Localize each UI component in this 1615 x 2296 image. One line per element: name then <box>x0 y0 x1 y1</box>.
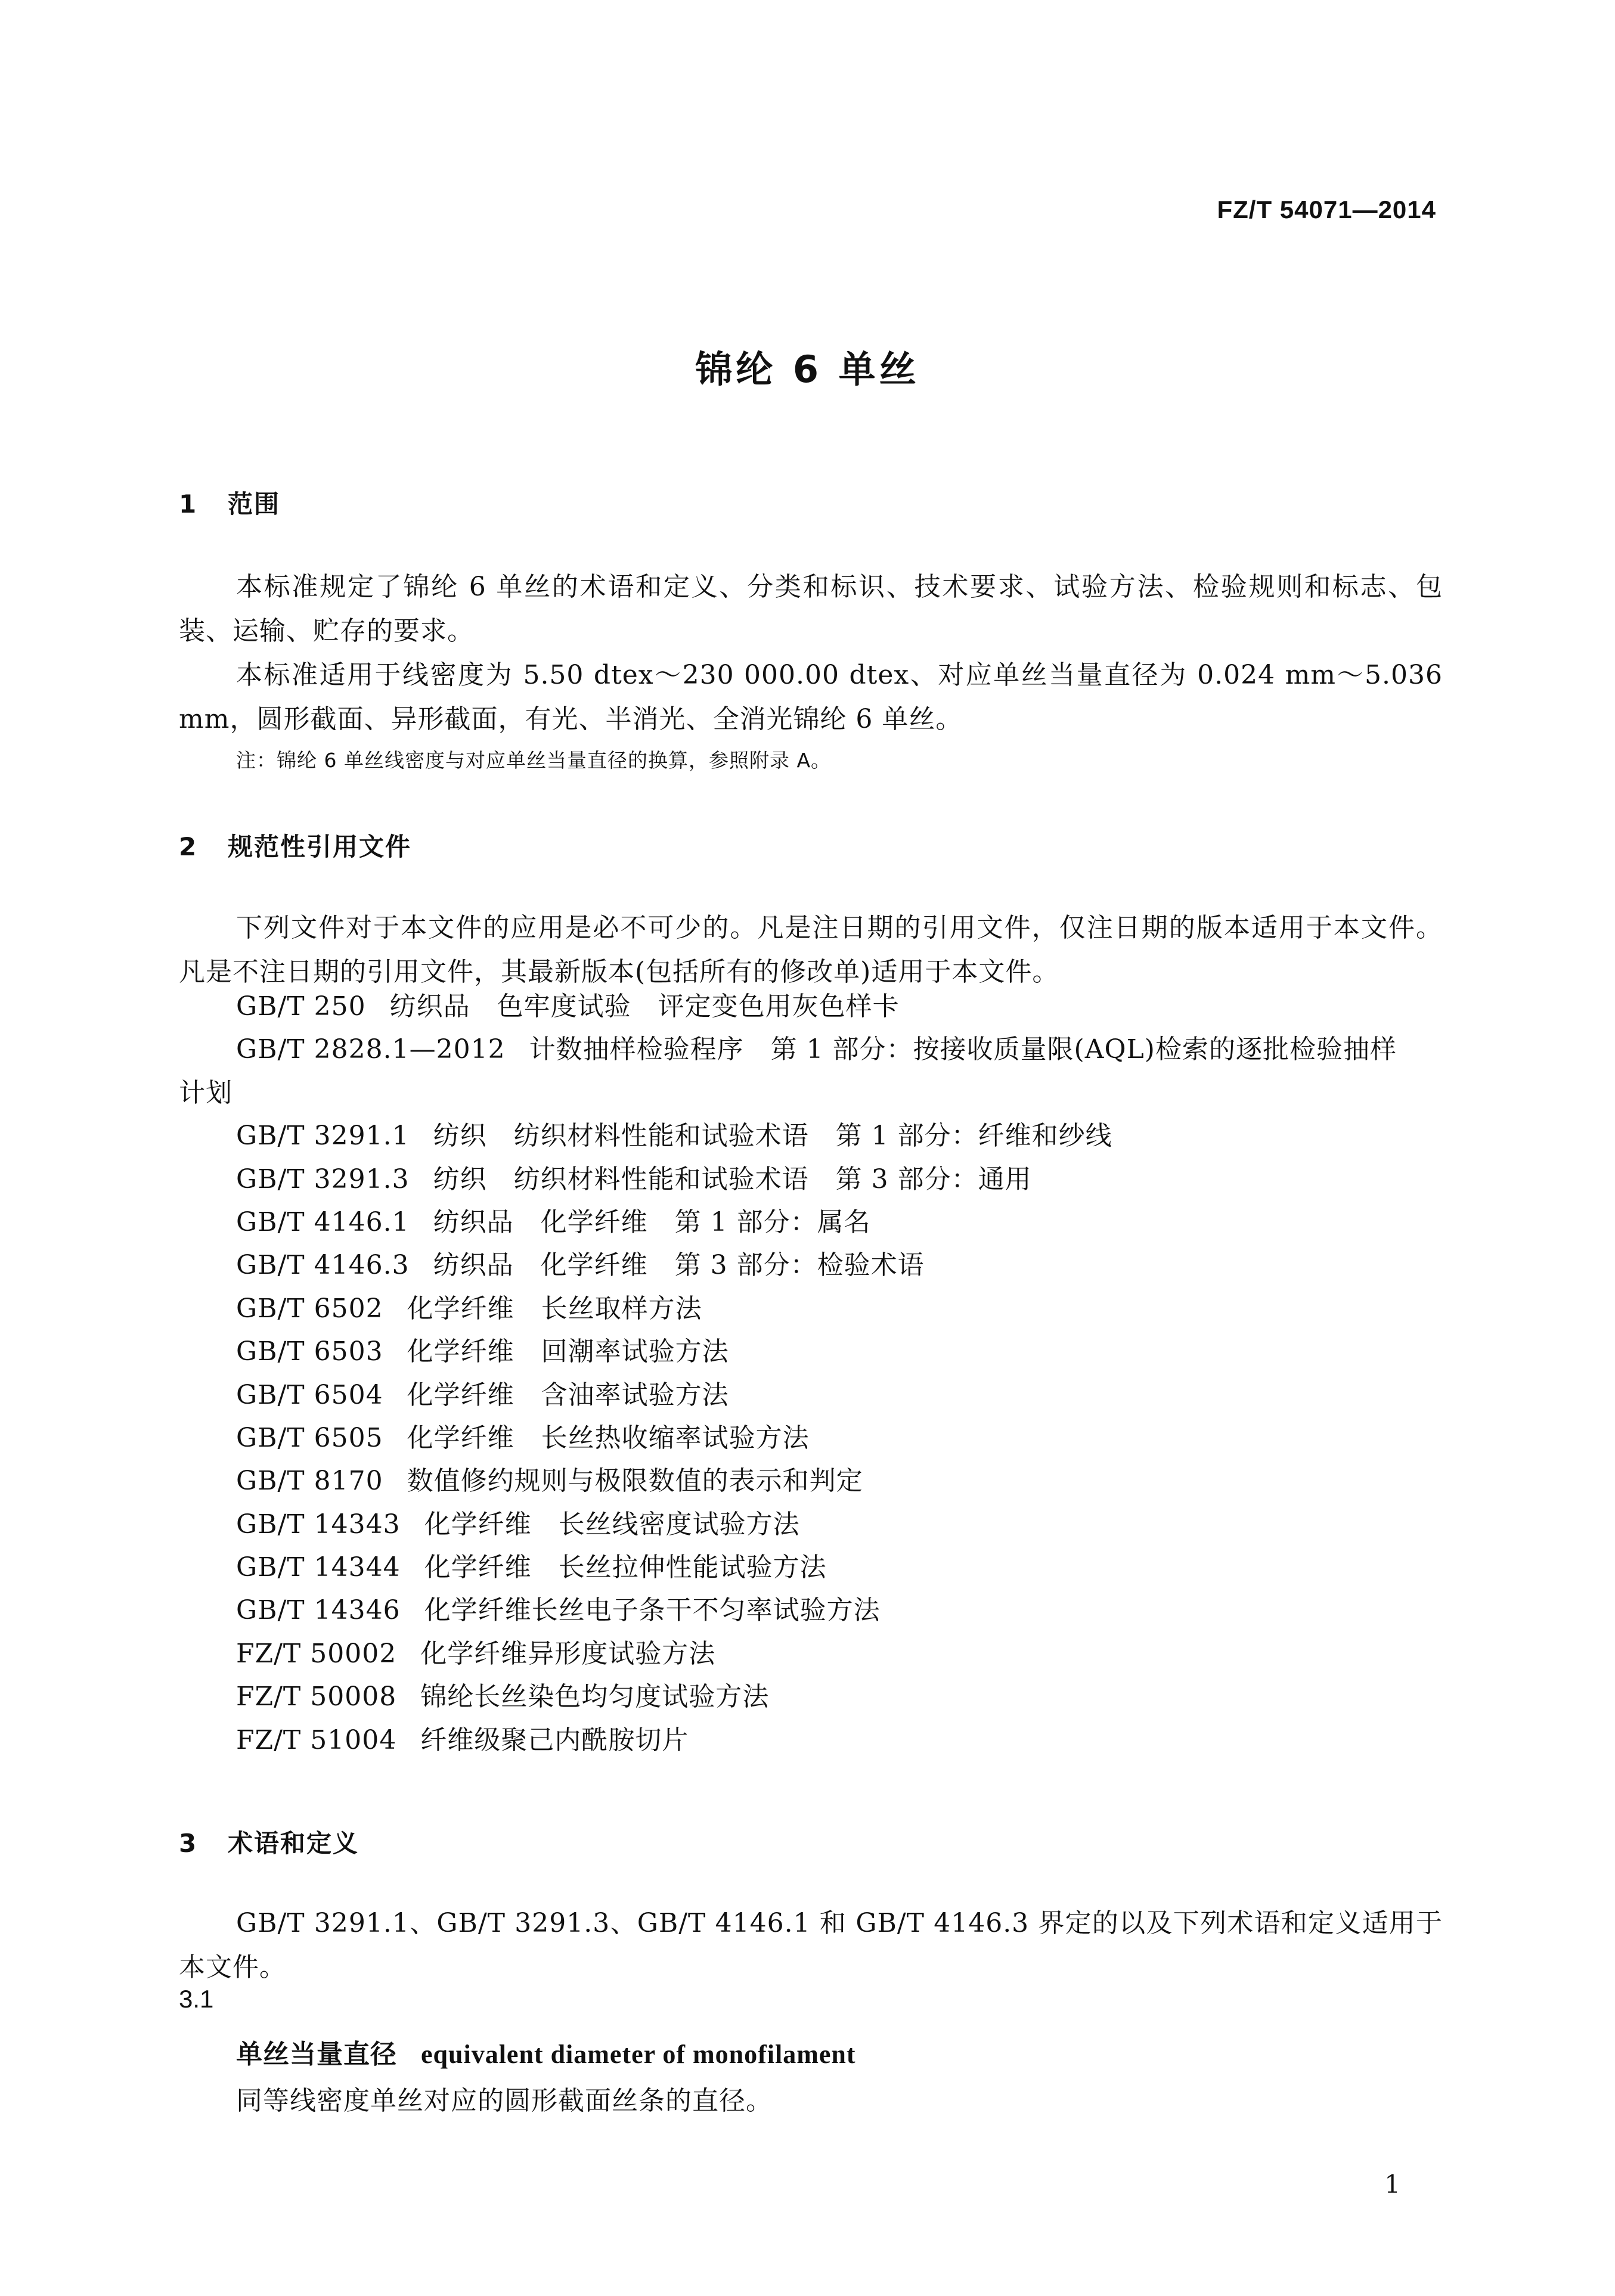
reference-item: FZ/T 51004 纤维级聚己内酰胺切片 <box>236 1724 689 1755</box>
section-3-intro: GB/T 3291.1、GB/T 3291.3、GB/T 4146.1 和 GB/T 4146.3 界定的以及下列术语和定义适用于本文件。 <box>179 1908 1443 1982</box>
term-entry <box>236 2033 856 2071</box>
reference-item: GB/T 250 纺织品 色牢度试验 评定变色用灰色样卡 <box>236 991 900 1022</box>
reference-item: FZ/T 50002 化学纤维异形度试验方法 <box>236 1638 716 1669</box>
term-chinese: 单丝当量直径 <box>236 2039 397 2069</box>
reference-item: GB/T 6502 化学纤维 长丝取样方法 <box>236 1293 702 1324</box>
section-1-paragraph-1: 本标准规定了锦纶 6 单丝的术语和定义、分类和标识、技术要求、试验方法、检验规则和标志、包装、运输、贮存的要求。 <box>179 572 1443 646</box>
section-1-heading <box>179 485 280 520</box>
clause-number: 3.1 <box>179 1985 214 2013</box>
section-2-heading <box>179 827 411 863</box>
reference-item: GB/T 4146.1 纺织品 化学纤维 第 1 部分：属名 <box>236 1206 871 1237</box>
reference-item: GB/T 14343 化学纤维 长丝线密度试验方法 <box>236 1509 800 1540</box>
section-1-title: 范围 <box>228 489 281 519</box>
section-1-paragraph-2: 本标准适用于线密度为 5.50 dtex～230 000.00 dtex、对应单丝当量直径为 0.024 mm～5.036 mm，圆形截面、异形截面，有光、半消光、全消光锦纶 6 单丝。 <box>179 660 1443 734</box>
section-2-title: 规范性引用文件 <box>228 832 412 861</box>
section-3-number: 3 <box>179 1829 198 1858</box>
term-definition: 同等线密度单丝对应的圆形截面丝条的直径。 <box>236 2086 773 2116</box>
reference-list <box>179 985 1443 1762</box>
reference-item: GB/T 6503 化学纤维 回潮率试验方法 <box>236 1336 729 1367</box>
reference-item: GB/T 14344 化学纤维 长丝拉伸性能试验方法 <box>236 1552 827 1583</box>
reference-item: GB/T 6504 化学纤维 含油率试验方法 <box>236 1379 729 1410</box>
reference-item: GB/T 4146.3 纺织品 化学纤维 第 3 部分：检验术语 <box>236 1250 925 1281</box>
section-1-note: 注：锦纶 6 单丝线密度与对应单丝当量直径的换算，参照附录 A。 <box>236 749 832 772</box>
standard-code: FZ/T 54071—2014 <box>1217 196 1436 224</box>
reference-item: GB/T 6505 化学纤维 长丝热收缩率试验方法 <box>236 1422 810 1453</box>
document-title: 锦纶 6 单丝 <box>695 347 920 391</box>
section-3-title: 术语和定义 <box>228 1829 359 1858</box>
reference-item: GB/T 8170 数值修约规则与极限数值的表示和判定 <box>236 1466 863 1497</box>
term-english: equivalent diameter of monofilament <box>421 2040 856 2069</box>
page-number: 1 <box>1384 2170 1400 2199</box>
reference-item: FZ/T 50008 锦纶长丝染色均匀度试验方法 <box>236 1681 770 1712</box>
section-2-number: 2 <box>179 832 198 861</box>
reference-item: GB/T 14346 化学纤维长丝电子条干不匀率试验方法 <box>236 1595 881 1626</box>
section-2-intro: 下列文件对于本文件的应用是必不可少的。凡是注日期的引用文件，仅注日期的版本适用于本文件。凡是不注日期的引用文件，其最新版本(包括所有的修改单)适用于本文件。 <box>179 913 1443 987</box>
reference-item: GB/T 3291.3 纺织 纺织材料性能和试验术语 第 3 部分：通用 <box>236 1163 1032 1194</box>
reference-item: GB/T 2828.1—2012 计数抽样检验程序 第 1 部分：按接收质量限(AQL)检索的逐批检验抽样 计划 <box>179 1034 1397 1108</box>
reference-item: GB/T 3291.1 纺织 纺织材料性能和试验术语 第 1 部分：纤维和纱线 <box>236 1121 1112 1152</box>
section-1-number: 1 <box>179 489 198 519</box>
section-3-heading <box>179 1824 359 1860</box>
